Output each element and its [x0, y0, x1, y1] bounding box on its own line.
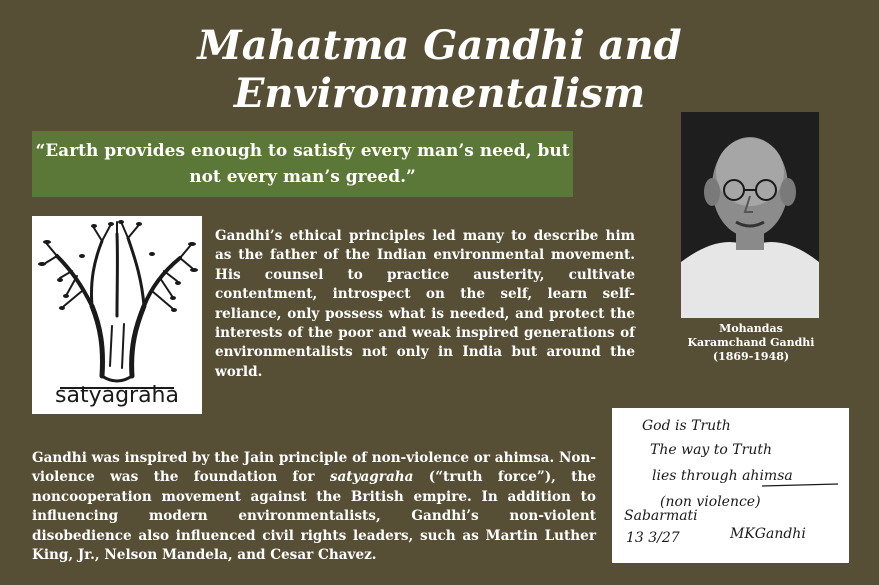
hw-line-4: (non violence) [660, 494, 761, 510]
caption-line-3: (1869-1948) [712, 350, 790, 363]
hw-line-1: God is Truth [642, 418, 731, 434]
quote-box [32, 131, 573, 197]
title-line-2: Environmentalism [233, 70, 646, 117]
page-title [0, 22, 879, 118]
paragraph-ahimsa [32, 449, 596, 565]
hw-line-5: Sabarmati [624, 508, 698, 524]
handwritten-note-icon [612, 408, 849, 563]
hw-line-3: lies through ahimsa [652, 468, 793, 484]
hw-line-6: 13 3/27 [626, 530, 680, 546]
caption-line-1: Mohandas [719, 322, 783, 335]
handwritten-note-image [612, 408, 849, 563]
satyagraha-label: satyagraha [55, 383, 179, 408]
satyagraha-tree-image [32, 216, 202, 414]
paragraph2-italic: satyagraha [329, 469, 414, 486]
title-line-1: Mahatma Gandhi and [197, 22, 682, 69]
paragraph2-part1: Gandhi was inspired by the Jain principle of non-violence or ahimsa. Non-violence was the foundation for [32, 450, 596, 486]
portrait-caption [681, 322, 821, 364]
gandhi-portrait-icon [681, 112, 819, 318]
gandhi-portrait [681, 112, 819, 318]
paragraph-ethics: Gandhi’s ethical principles led many to describe him as the father of the Indian environmental movement. His counsel to practice austerity, cultivate contentment, introspect on the self, learn self-reliance, only possess what is needed, and protect the interests of the poor and weak inspired generations of environmentalists not only in India but around the world. [215, 228, 635, 380]
paragraph2-part2: (“truth force”), the noncooperation movement against the British empire. In addition to influencing modern environmentalists, Gandhi’s non-violent disobedience also influenced civil rights leaders, such as Martin Luther King, Jr., Nelson Mandela, and Cesar Chavez. [32, 469, 596, 564]
hw-line-2: The way to Truth [650, 442, 772, 458]
quote-text: “Earth provides enough to satisfy every man’s need, but not every man’s greed.” [35, 141, 570, 187]
tree-illustration-icon [32, 216, 202, 414]
hw-line-7: MKGandhi [730, 526, 806, 542]
caption-line-2: Karamchand Gandhi [687, 336, 815, 349]
